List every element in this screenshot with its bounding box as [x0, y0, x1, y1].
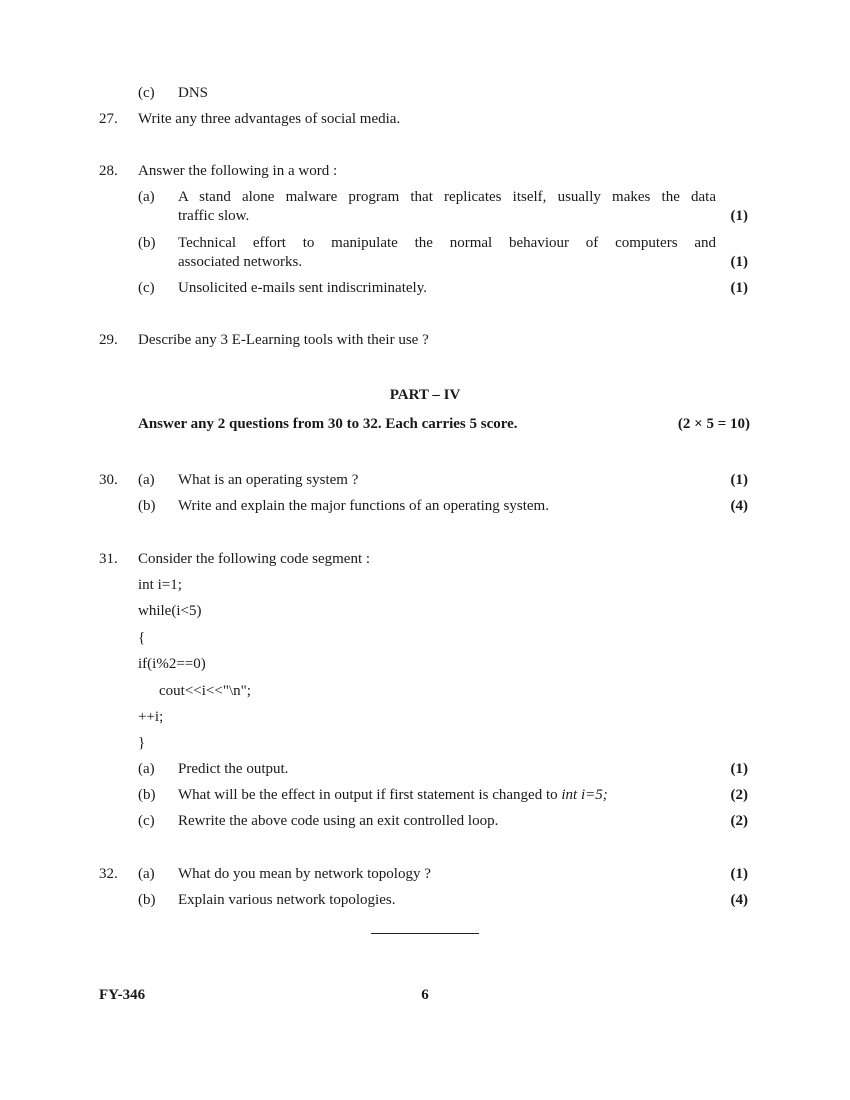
q32-number: 32. [99, 866, 118, 882]
q28a-text-line1: A stand alone malware program that replicates itself, usually makes the data [178, 189, 716, 205]
q28-text: Answer the following in a word : [138, 163, 338, 179]
q31-number: 31. [99, 551, 118, 567]
q31c-text: Rewrite the above code using an exit controlled loop. [178, 813, 499, 829]
code-line: if(i%2==0) [138, 656, 206, 672]
q31c-label: (c) [138, 813, 155, 829]
code-line: int i=1; [138, 577, 182, 593]
q30b-mark: (4) [730, 498, 748, 514]
code-line: cout<<i<<"\n"; [159, 683, 251, 699]
q30b-text: Write and explain the major functions of an operating system. [178, 498, 549, 514]
page-number: 6 [421, 987, 429, 1003]
q28a-text-line2: traffic slow. [178, 208, 250, 224]
q28c-mark: (1) [730, 280, 748, 296]
code-line: } [138, 735, 146, 751]
q27-text: Write any three advantages of social media. [138, 111, 401, 127]
code-line: ++i; [138, 709, 164, 725]
q28b-label: (b) [138, 235, 156, 251]
q26c-text: DNS [178, 85, 209, 101]
part-title: PART – IV [389, 387, 461, 403]
q30a-text: What is an operating system ? [178, 472, 359, 488]
code-line: while(i<5) [138, 603, 202, 619]
q31c-mark: (2) [730, 813, 748, 829]
q31b-code-text: int i=5; [561, 787, 608, 803]
q30a-label: (a) [138, 472, 155, 488]
q28a-mark: (1) [730, 208, 748, 224]
q30a-mark: (1) [730, 472, 748, 488]
q28b-mark: (1) [730, 254, 748, 270]
q32a-mark: (1) [730, 866, 748, 882]
q32a-text: What do you mean by network topology ? [178, 866, 431, 882]
q31b-text [178, 786, 608, 804]
q31b-mark: (2) [730, 787, 748, 803]
q28c-label: (c) [138, 280, 155, 296]
code-line: { [138, 630, 146, 646]
q28b-text-line2: associated networks. [178, 254, 303, 270]
q30-number: 30. [99, 472, 118, 488]
q31b-text-main: What will be the effect in output if first statement is changed to [178, 787, 562, 803]
q31a-mark: (1) [730, 761, 748, 777]
q31a-label: (a) [138, 761, 155, 777]
q32b-text: Explain various network topologies. [178, 892, 396, 908]
end-rule [371, 933, 479, 934]
q28a-label: (a) [138, 189, 155, 205]
q31a-text: Predict the output. [178, 761, 289, 777]
q30b-label: (b) [138, 498, 156, 514]
q28c-text: Unsolicited e-mails sent indiscriminately. [178, 280, 427, 296]
q31b-label: (b) [138, 787, 156, 803]
q29-text: Describe any 3 E-Learning tools with their use ? [138, 332, 429, 348]
q26c-label: (c) [138, 85, 155, 101]
q27-number: 27. [99, 111, 118, 127]
q32a-label: (a) [138, 866, 155, 882]
q28b-text-line1: Technical effort to manipulate the normal behaviour of computers and [178, 235, 716, 251]
q32b-label: (b) [138, 892, 156, 908]
q29-number: 29. [99, 332, 118, 348]
q28-number: 28. [99, 163, 118, 179]
part-score: (2 × 5 = 10) [677, 416, 750, 432]
part-instruction: Answer any 2 questions from 30 to 32. Each carries 5 score. [138, 416, 518, 432]
footer-code: FY-346 [99, 987, 146, 1003]
q32b-mark: (4) [730, 892, 748, 908]
q31-text: Consider the following code segment : [138, 551, 371, 567]
